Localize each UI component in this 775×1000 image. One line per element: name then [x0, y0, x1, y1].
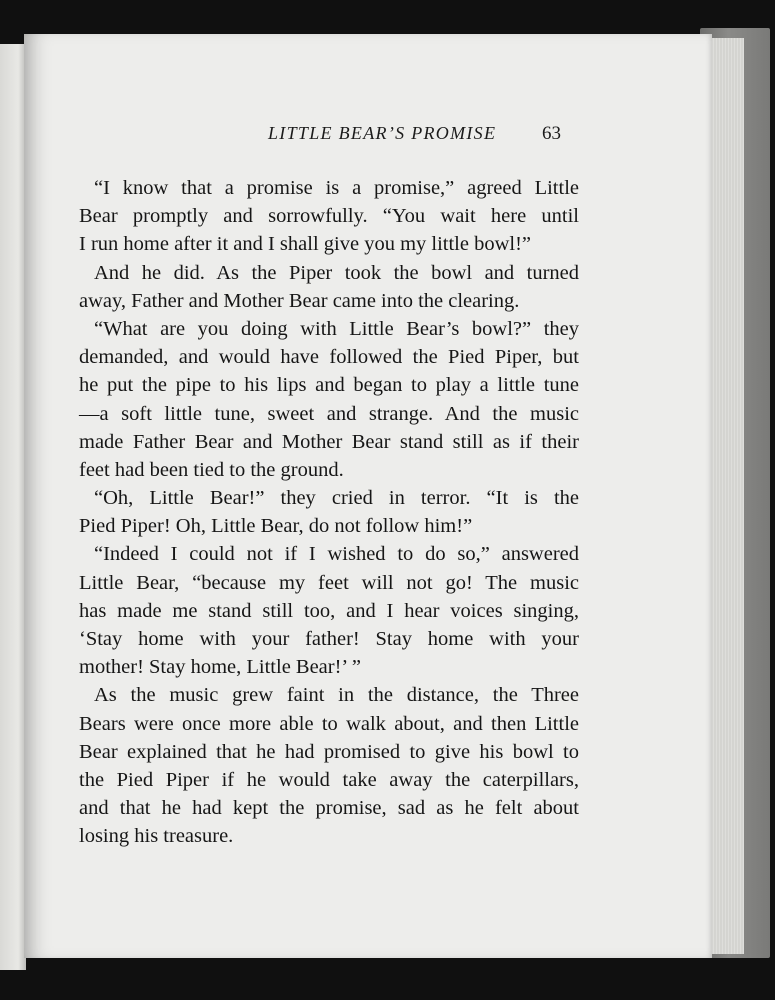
text-line: demanded, and would have followed the Pied Piper, but — [79, 346, 579, 369]
text-line: Bear explained that he had promised to give his bowl to — [79, 740, 579, 763]
paragraph — [79, 315, 579, 484]
page-number: 63 — [542, 123, 561, 144]
paragraph — [79, 174, 579, 259]
text-line: —a soft little tune, sweet and strange. And the music — [79, 402, 579, 425]
body-text — [79, 174, 579, 851]
text-line: “What are you doing with Little Bear’s bowl?” they — [94, 317, 579, 340]
text-line: ‘Stay home with your father! Stay home with your — [79, 628, 579, 650]
text-line: he put the pipe to his lips and began to play a little tune — [79, 374, 579, 397]
running-head: LITTLE BEAR’S PROMISE — [268, 123, 497, 143]
text-line: “I know that a promise is a promise,” agreed Little — [94, 177, 579, 199]
text-line: Pied Piper! Oh, Little Bear, do not follow him!” — [79, 515, 473, 538]
paragraph — [79, 540, 579, 681]
text-line: Bears were once more able to walk about, and then Little — [79, 712, 579, 735]
book-page — [24, 34, 712, 958]
text-line: the Pied Piper if he would take away the caterpillars, — [79, 768, 579, 791]
paragraph — [79, 259, 579, 315]
paragraph — [79, 484, 579, 540]
text-line: I run home after it and I shall give you my little bowl!” — [79, 233, 532, 256]
text-line: away, Father and Mother Bear came into the clearing. — [79, 289, 520, 312]
text-line: losing his treasure. — [79, 825, 234, 848]
previous-page-edge — [0, 44, 26, 970]
text-line: and that he had kept the promise, sad as he felt about — [79, 797, 579, 820]
text-line: feet had been tied to the ground. — [79, 458, 344, 481]
text-line: mother! Stay home, Little Bear!’ ” — [79, 656, 361, 679]
text-line: Bear promptly and sorrowfully. “You wait here until — [79, 205, 579, 228]
text-line: has made me stand still too, and I hear voices singing, — [79, 599, 579, 622]
text-line: “Indeed I could not if I wished to do so,” answered — [94, 543, 579, 566]
text-line: “Oh, Little Bear!” they cried in terror. “It is the — [94, 487, 579, 510]
text-line: made Father Bear and Mother Bear stand still as if their — [79, 430, 579, 453]
text-line: Little Bear, “because my feet will not go! The music — [79, 571, 579, 594]
text-line: And he did. As the Piper took the bowl and turned — [94, 261, 579, 284]
text-line: As the music grew faint in the distance, the Three — [94, 684, 579, 707]
paragraph — [79, 681, 579, 850]
